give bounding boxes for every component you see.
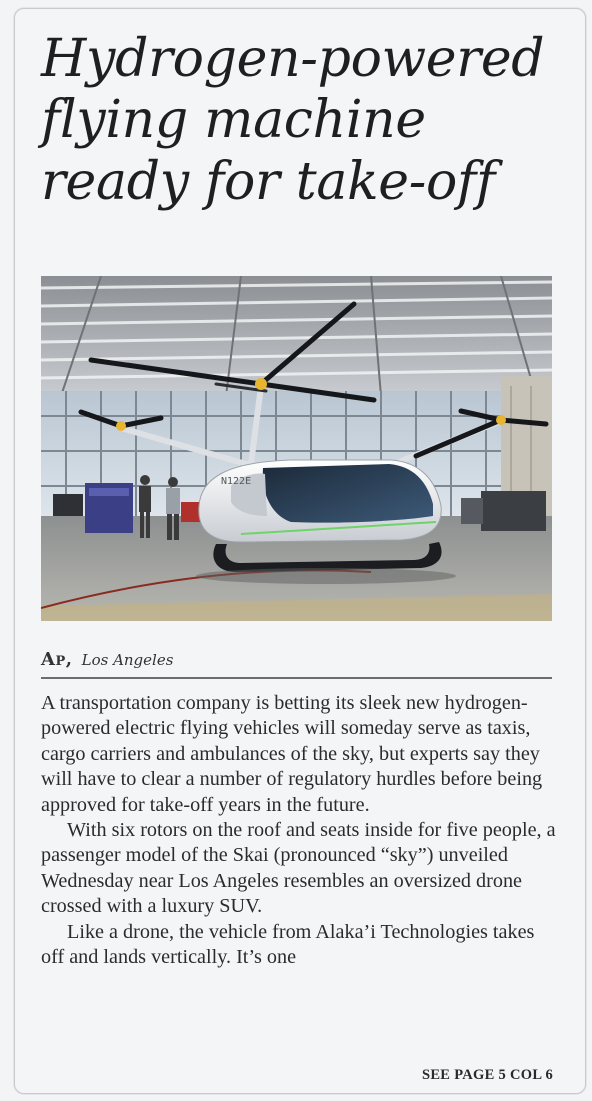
headline — [41, 29, 561, 213]
byline-agency: Ap, — [41, 649, 73, 670]
headline-line-2: flying machine — [41, 90, 426, 151]
hangar-photo — [41, 276, 552, 621]
paragraph-3: Like a drone, the vehicle from Alaka’i Technologies takes off and lands vertically. It’s one — [41, 920, 535, 969]
continuation-note: SEE PAGE 5 COL 6 — [421, 1067, 553, 1083]
headline-line-1: Hydrogen-powered — [41, 29, 545, 89]
byline — [41, 649, 173, 670]
article-body — [41, 691, 561, 970]
tail-number: N122E — [221, 476, 252, 487]
byline-place: Los Angeles — [81, 651, 174, 669]
paragraph-1: A transportation company is betting its sleek new hydrogen-powered electric flying vehicles will someday serve as taxis, cargo carriers and ambulances of the sky, but experts say they will have to clear a number of regulatory hurdles before being approved for take-off years in the future. — [41, 692, 543, 816]
article-clipping — [14, 8, 586, 1094]
byline-divider — [41, 677, 552, 679]
headline-line-3: ready for take-off — [41, 151, 495, 212]
paragraph-2: With six rotors on the roof and seats inside for five people, a passenger model of the Skai (pronounced “sky”) unveiled Wednesday near Los Angeles resembles an oversized drone crossed with a luxury SUV. — [41, 819, 556, 918]
